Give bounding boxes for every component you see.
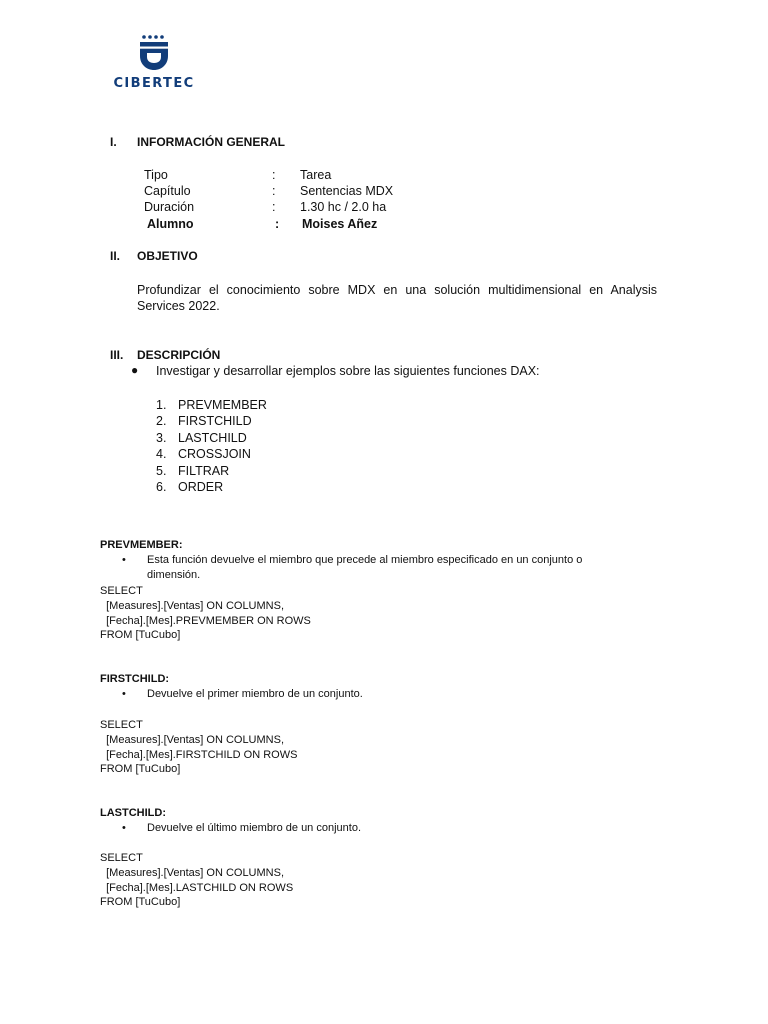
section-number: II.	[110, 249, 121, 263]
function-list	[156, 397, 267, 495]
list-item: 4. CROSSJOIN	[156, 447, 251, 462]
info-label-alumno: Alumno	[147, 217, 194, 231]
function-title-lastchild: LASTCHILD:	[100, 807, 166, 819]
info-separator: :	[272, 184, 276, 198]
function-desc: dimensión.	[147, 569, 201, 581]
code-block-lastchild: SELECT [Measures].[Ventas] ON COLUMNS, [Fecha].[Mes].LASTCHILD ON ROWS FROM [TuCubo]	[100, 852, 294, 909]
info-value-tipo: Tarea	[300, 168, 332, 182]
bullet-icon: ●	[131, 363, 139, 377]
section-number: I.	[110, 135, 117, 149]
cibertec-logo	[108, 34, 200, 94]
info-value-capitulo: Sentencias MDX	[300, 184, 394, 198]
shield-icon	[136, 34, 172, 74]
info-label-tipo: Tipo	[144, 168, 168, 182]
list-item: 5. FILTRAR	[156, 463, 230, 478]
function-desc: Devuelve el primer miembro de un conjunto.	[147, 688, 363, 700]
function-desc: Devuelve el último miembro de un conjunto.	[147, 822, 362, 834]
info-label-capitulo: Capítulo	[144, 184, 191, 198]
bullet-icon: •	[122, 554, 126, 566]
info-separator: :	[275, 217, 280, 231]
function-desc: Esta función devuelve el miembro que precede al miembro especificado en un conjunto o	[147, 554, 583, 566]
code-block-prevmember: SELECT [Measures].[Ventas] ON COLUMNS, [Fecha].[Mes].PREVMEMBER ON ROWS FROM [TuCubo]	[100, 585, 311, 642]
info-value-alumno: Moises Añez	[302, 217, 378, 231]
section-number: III.	[110, 348, 124, 362]
list-item: 2. FIRSTCHILD	[156, 414, 252, 429]
bullet-icon: •	[122, 822, 126, 834]
section-title: DESCRIPCIÓN	[137, 348, 221, 362]
description-bullet: Investigar y desarrollar ejemplos sobre las siguientes funciones DAX:	[156, 364, 540, 378]
section-title: OBJETIVO	[137, 249, 198, 263]
list-item: 3. LASTCHILD	[156, 430, 247, 445]
list-item: 6. ORDER	[156, 479, 224, 494]
function-title-prevmember: PREVMEMBER:	[100, 539, 183, 551]
info-separator: :	[272, 168, 276, 182]
objective-paragraph: Profundizar el conocimiento sobre MDX en una solución multidimensional en Analysis Services 2022.	[137, 283, 657, 313]
bullet-icon: •	[122, 688, 126, 700]
logo-text: CIBERTEC	[113, 76, 195, 91]
info-separator: :	[272, 200, 276, 214]
code-block-firstchild: SELECT [Measures].[Ventas] ON COLUMNS, [Fecha].[Mes].FIRSTCHILD ON ROWS FROM [TuCubo]	[100, 719, 298, 776]
function-title-firstchild: FIRSTCHILD:	[100, 673, 170, 685]
info-label-duracion: Duración	[144, 200, 195, 214]
info-value-duracion: 1.30 hc / 2.0 ha	[300, 200, 387, 214]
section-title: INFORMACIÓN GENERAL	[137, 135, 285, 149]
list-item: 1. PREVMEMBER	[156, 398, 267, 412]
